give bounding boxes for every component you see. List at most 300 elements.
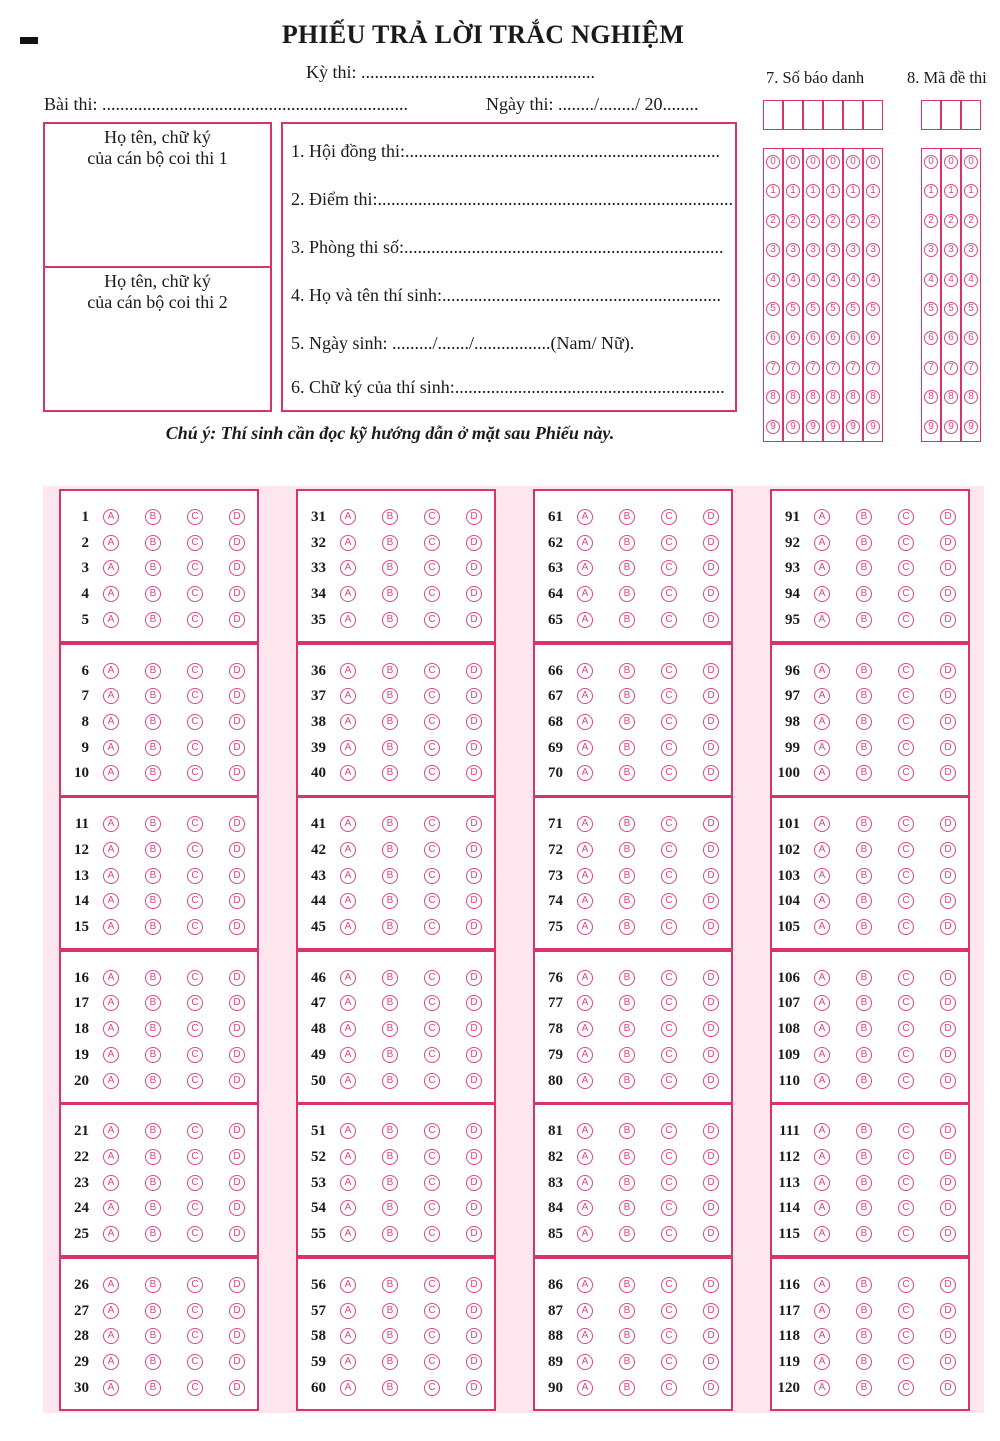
- answer-bubble-b[interactable]: B: [145, 1354, 161, 1370]
- answer-bubble-b[interactable]: B: [619, 1328, 635, 1344]
- answer-bubble-b[interactable]: B: [619, 1303, 635, 1319]
- answer-bubble-d[interactable]: D: [229, 535, 245, 551]
- answer-bubble-b[interactable]: B: [382, 1328, 398, 1344]
- answer-bubble-d[interactable]: D: [940, 1226, 956, 1242]
- answer-bubble-b[interactable]: B: [619, 1200, 635, 1216]
- answer-bubble-c[interactable]: C: [187, 1277, 203, 1293]
- candidate-name-field[interactable]: 4. Họ và tên thí sinh:..............................................................: [291, 285, 721, 305]
- answer-bubble-b[interactable]: B: [382, 919, 398, 935]
- answer-bubble-a[interactable]: A: [577, 765, 593, 781]
- answer-bubble-d[interactable]: D: [466, 714, 482, 730]
- answer-bubble-a[interactable]: A: [577, 560, 593, 576]
- answer-bubble-d[interactable]: D: [940, 1021, 956, 1037]
- answer-bubble-c[interactable]: C: [898, 1047, 914, 1063]
- answer-bubble-c[interactable]: C: [898, 1277, 914, 1293]
- registration-digit-bubble[interactable]: 3: [806, 243, 820, 257]
- registration-digit-bubble[interactable]: 4: [866, 273, 880, 287]
- registration-digit-bubble[interactable]: 4: [766, 273, 780, 287]
- answer-bubble-a[interactable]: A: [103, 586, 119, 602]
- answer-bubble-b[interactable]: B: [856, 1200, 872, 1216]
- exam-code-digit-bubble[interactable]: 6: [924, 331, 938, 345]
- answer-bubble-b[interactable]: B: [856, 1277, 872, 1293]
- answer-bubble-d[interactable]: D: [940, 893, 956, 909]
- exam-code-digit-bubble[interactable]: 9: [964, 420, 978, 434]
- exam-code-digit-bubble[interactable]: 9: [944, 420, 958, 434]
- answer-bubble-c[interactable]: C: [898, 1073, 914, 1089]
- registration-digit-bubble[interactable]: 6: [766, 331, 780, 345]
- answer-bubble-b[interactable]: B: [145, 1073, 161, 1089]
- registration-digit-bubble[interactable]: 6: [866, 331, 880, 345]
- answer-bubble-a[interactable]: A: [340, 740, 356, 756]
- answer-bubble-d[interactable]: D: [229, 893, 245, 909]
- answer-bubble-d[interactable]: D: [940, 1328, 956, 1344]
- answer-bubble-b[interactable]: B: [145, 1303, 161, 1319]
- answer-bubble-b[interactable]: B: [145, 560, 161, 576]
- answer-bubble-d[interactable]: D: [229, 1149, 245, 1165]
- answer-bubble-c[interactable]: C: [661, 1047, 677, 1063]
- registration-digit-bubble[interactable]: 5: [846, 302, 860, 316]
- answer-bubble-a[interactable]: A: [814, 970, 830, 986]
- exam-code-digit-bubble[interactable]: 0: [964, 155, 978, 169]
- answer-bubble-b[interactable]: B: [145, 714, 161, 730]
- answer-bubble-d[interactable]: D: [940, 1277, 956, 1293]
- answer-bubble-b[interactable]: B: [619, 1021, 635, 1037]
- exam-code-digit-bubble[interactable]: 4: [944, 273, 958, 287]
- answer-bubble-b[interactable]: B: [856, 714, 872, 730]
- answer-bubble-c[interactable]: C: [661, 1380, 677, 1396]
- answer-bubble-d[interactable]: D: [229, 1354, 245, 1370]
- answer-bubble-b[interactable]: B: [856, 1380, 872, 1396]
- answer-bubble-a[interactable]: A: [814, 1354, 830, 1370]
- answer-bubble-a[interactable]: A: [577, 509, 593, 525]
- answer-bubble-c[interactable]: C: [898, 535, 914, 551]
- registration-digit-bubble[interactable]: 6: [826, 331, 840, 345]
- answer-bubble-a[interactable]: A: [814, 688, 830, 704]
- answer-bubble-d[interactable]: D: [940, 1149, 956, 1165]
- answer-bubble-a[interactable]: A: [103, 1123, 119, 1139]
- answer-bubble-d[interactable]: D: [466, 1354, 482, 1370]
- answer-bubble-b[interactable]: B: [856, 816, 872, 832]
- answer-bubble-c[interactable]: C: [661, 1123, 677, 1139]
- answer-bubble-a[interactable]: A: [340, 535, 356, 551]
- answer-bubble-a[interactable]: A: [814, 663, 830, 679]
- answer-bubble-b[interactable]: B: [856, 586, 872, 602]
- registration-digit-bubble[interactable]: 5: [826, 302, 840, 316]
- answer-bubble-d[interactable]: D: [466, 995, 482, 1011]
- answer-bubble-b[interactable]: B: [145, 663, 161, 679]
- registration-digit-bubble[interactable]: 2: [806, 214, 820, 228]
- registration-digit-bubble[interactable]: 3: [866, 243, 880, 257]
- answer-bubble-a[interactable]: A: [577, 1047, 593, 1063]
- answer-bubble-c[interactable]: C: [661, 1354, 677, 1370]
- answer-bubble-a[interactable]: A: [340, 1047, 356, 1063]
- answer-bubble-b[interactable]: B: [145, 1047, 161, 1063]
- answer-bubble-b[interactable]: B: [619, 688, 635, 704]
- answer-bubble-d[interactable]: D: [940, 970, 956, 986]
- answer-bubble-d[interactable]: D: [703, 740, 719, 756]
- answer-bubble-c[interactable]: C: [898, 1226, 914, 1242]
- answer-bubble-c[interactable]: C: [661, 1073, 677, 1089]
- answer-bubble-c[interactable]: C: [661, 1200, 677, 1216]
- registration-digit-bubble[interactable]: 7: [866, 361, 880, 375]
- answer-bubble-c[interactable]: C: [187, 1303, 203, 1319]
- answer-bubble-d[interactable]: D: [940, 560, 956, 576]
- answer-bubble-b[interactable]: B: [382, 1149, 398, 1165]
- answer-bubble-c[interactable]: C: [187, 714, 203, 730]
- exam-code-digit-bubble[interactable]: 7: [944, 361, 958, 375]
- answer-bubble-b[interactable]: B: [145, 1380, 161, 1396]
- exam-code-digit-bubble[interactable]: 6: [944, 331, 958, 345]
- answer-bubble-c[interactable]: C: [187, 1328, 203, 1344]
- answer-bubble-b[interactable]: B: [382, 1021, 398, 1037]
- answer-bubble-b[interactable]: B: [619, 970, 635, 986]
- registration-write-cell[interactable]: [823, 100, 843, 130]
- answer-bubble-a[interactable]: A: [814, 535, 830, 551]
- answer-bubble-a[interactable]: A: [103, 1073, 119, 1089]
- answer-bubble-a[interactable]: A: [103, 663, 119, 679]
- answer-bubble-c[interactable]: C: [898, 919, 914, 935]
- answer-bubble-c[interactable]: C: [424, 1123, 440, 1139]
- answer-bubble-c[interactable]: C: [898, 688, 914, 704]
- answer-bubble-c[interactable]: C: [661, 1277, 677, 1293]
- answer-bubble-a[interactable]: A: [340, 1380, 356, 1396]
- answer-bubble-d[interactable]: D: [229, 1277, 245, 1293]
- answer-bubble-c[interactable]: C: [424, 612, 440, 628]
- answer-bubble-d[interactable]: D: [703, 535, 719, 551]
- exam-code-digit-bubble[interactable]: 1: [944, 184, 958, 198]
- answer-bubble-b[interactable]: B: [382, 816, 398, 832]
- answer-bubble-b[interactable]: B: [856, 1149, 872, 1165]
- registration-digit-bubble[interactable]: 3: [826, 243, 840, 257]
- answer-bubble-a[interactable]: A: [577, 1277, 593, 1293]
- answer-bubble-b[interactable]: B: [619, 765, 635, 781]
- answer-bubble-b[interactable]: B: [856, 868, 872, 884]
- answer-bubble-c[interactable]: C: [661, 560, 677, 576]
- answer-bubble-d[interactable]: D: [940, 1200, 956, 1216]
- answer-bubble-d[interactable]: D: [703, 842, 719, 858]
- registration-digit-bubble[interactable]: 8: [786, 390, 800, 404]
- answer-bubble-d[interactable]: D: [466, 1047, 482, 1063]
- answer-bubble-a[interactable]: A: [103, 995, 119, 1011]
- registration-digit-bubble[interactable]: 2: [846, 214, 860, 228]
- answer-bubble-d[interactable]: D: [703, 560, 719, 576]
- answer-bubble-a[interactable]: A: [814, 893, 830, 909]
- answer-bubble-a[interactable]: A: [340, 765, 356, 781]
- answer-bubble-a[interactable]: A: [103, 1380, 119, 1396]
- exam-date-field[interactable]: Ngày thi: ......../......../ 20........: [486, 94, 699, 114]
- answer-bubble-c[interactable]: C: [661, 688, 677, 704]
- answer-bubble-b[interactable]: B: [619, 586, 635, 602]
- answer-bubble-a[interactable]: A: [577, 970, 593, 986]
- answer-bubble-b[interactable]: B: [382, 1047, 398, 1063]
- answer-bubble-d[interactable]: D: [466, 868, 482, 884]
- answer-bubble-b[interactable]: B: [619, 560, 635, 576]
- answer-bubble-b[interactable]: B: [145, 970, 161, 986]
- answer-bubble-d[interactable]: D: [940, 765, 956, 781]
- answer-bubble-b[interactable]: B: [619, 612, 635, 628]
- answer-bubble-b[interactable]: B: [382, 1175, 398, 1191]
- answer-bubble-a[interactable]: A: [340, 1200, 356, 1216]
- answer-bubble-c[interactable]: C: [424, 1200, 440, 1216]
- registration-write-cell[interactable]: [783, 100, 803, 130]
- answer-bubble-d[interactable]: D: [229, 1047, 245, 1063]
- answer-bubble-b[interactable]: B: [619, 1047, 635, 1063]
- registration-digit-bubble[interactable]: 0: [766, 155, 780, 169]
- registration-digit-bubble[interactable]: 9: [766, 420, 780, 434]
- answer-bubble-d[interactable]: D: [703, 1380, 719, 1396]
- exam-code-digit-bubble[interactable]: 6: [964, 331, 978, 345]
- answer-bubble-a[interactable]: A: [814, 1226, 830, 1242]
- answer-bubble-a[interactable]: A: [103, 893, 119, 909]
- answer-bubble-d[interactable]: D: [703, 1200, 719, 1216]
- answer-bubble-a[interactable]: A: [103, 1328, 119, 1344]
- answer-bubble-d[interactable]: D: [703, 509, 719, 525]
- answer-bubble-a[interactable]: A: [577, 842, 593, 858]
- answer-bubble-a[interactable]: A: [340, 1354, 356, 1370]
- answer-bubble-c[interactable]: C: [898, 1303, 914, 1319]
- answer-bubble-d[interactable]: D: [466, 1328, 482, 1344]
- answer-bubble-a[interactable]: A: [103, 688, 119, 704]
- answer-bubble-a[interactable]: A: [814, 1175, 830, 1191]
- answer-bubble-c[interactable]: C: [661, 663, 677, 679]
- answer-bubble-c[interactable]: C: [187, 1149, 203, 1165]
- answer-bubble-d[interactable]: D: [703, 1073, 719, 1089]
- registration-digit-bubble[interactable]: 1: [786, 184, 800, 198]
- answer-bubble-d[interactable]: D: [229, 816, 245, 832]
- exam-code-digit-bubble[interactable]: 4: [924, 273, 938, 287]
- registration-digit-bubble[interactable]: 4: [846, 273, 860, 287]
- answer-bubble-a[interactable]: A: [814, 842, 830, 858]
- answer-bubble-b[interactable]: B: [382, 1123, 398, 1139]
- answer-bubble-c[interactable]: C: [424, 509, 440, 525]
- answer-bubble-b[interactable]: B: [382, 1303, 398, 1319]
- answer-bubble-c[interactable]: C: [898, 1200, 914, 1216]
- answer-bubble-d[interactable]: D: [940, 995, 956, 1011]
- answer-bubble-d[interactable]: D: [466, 1277, 482, 1293]
- answer-bubble-d[interactable]: D: [703, 586, 719, 602]
- answer-bubble-c[interactable]: C: [424, 1047, 440, 1063]
- registration-digit-bubble[interactable]: 5: [786, 302, 800, 316]
- answer-bubble-b[interactable]: B: [382, 740, 398, 756]
- answer-bubble-d[interactable]: D: [940, 1073, 956, 1089]
- answer-bubble-c[interactable]: C: [187, 586, 203, 602]
- answer-bubble-b[interactable]: B: [619, 1073, 635, 1089]
- answer-bubble-d[interactable]: D: [229, 970, 245, 986]
- exam-code-digit-bubble[interactable]: 5: [924, 302, 938, 316]
- answer-bubble-b[interactable]: B: [382, 995, 398, 1011]
- answer-bubble-a[interactable]: A: [340, 612, 356, 628]
- answer-bubble-c[interactable]: C: [661, 919, 677, 935]
- answer-bubble-a[interactable]: A: [814, 1328, 830, 1344]
- registration-digit-bubble[interactable]: 0: [806, 155, 820, 169]
- answer-bubble-c[interactable]: C: [187, 868, 203, 884]
- answer-bubble-d[interactable]: D: [466, 1175, 482, 1191]
- answer-bubble-a[interactable]: A: [577, 612, 593, 628]
- answer-bubble-b[interactable]: B: [145, 1200, 161, 1216]
- answer-bubble-c[interactable]: C: [898, 868, 914, 884]
- answer-bubble-b[interactable]: B: [856, 765, 872, 781]
- answer-bubble-a[interactable]: A: [340, 842, 356, 858]
- answer-bubble-b[interactable]: B: [619, 714, 635, 730]
- registration-digit-bubble[interactable]: 7: [826, 361, 840, 375]
- registration-digit-bubble[interactable]: 3: [786, 243, 800, 257]
- answer-bubble-d[interactable]: D: [466, 688, 482, 704]
- answer-bubble-b[interactable]: B: [382, 868, 398, 884]
- answer-bubble-b[interactable]: B: [145, 688, 161, 704]
- answer-bubble-a[interactable]: A: [340, 714, 356, 730]
- registration-digit-bubble[interactable]: 7: [806, 361, 820, 375]
- registration-digit-bubble[interactable]: 6: [786, 331, 800, 345]
- answer-bubble-a[interactable]: A: [340, 663, 356, 679]
- answer-bubble-d[interactable]: D: [940, 842, 956, 858]
- answer-bubble-c[interactable]: C: [424, 893, 440, 909]
- answer-bubble-d[interactable]: D: [940, 714, 956, 730]
- answer-bubble-b[interactable]: B: [856, 995, 872, 1011]
- answer-bubble-a[interactable]: A: [577, 1021, 593, 1037]
- answer-bubble-b[interactable]: B: [382, 970, 398, 986]
- answer-bubble-b[interactable]: B: [145, 868, 161, 884]
- registration-digit-bubble[interactable]: 2: [826, 214, 840, 228]
- answer-bubble-b[interactable]: B: [145, 893, 161, 909]
- answer-bubble-b[interactable]: B: [382, 560, 398, 576]
- answer-bubble-a[interactable]: A: [814, 612, 830, 628]
- answer-bubble-a[interactable]: A: [577, 1380, 593, 1396]
- answer-bubble-a[interactable]: A: [814, 868, 830, 884]
- registration-digit-bubble[interactable]: 3: [846, 243, 860, 257]
- answer-bubble-a[interactable]: A: [577, 740, 593, 756]
- answer-bubble-b[interactable]: B: [856, 919, 872, 935]
- answer-bubble-d[interactable]: D: [703, 1149, 719, 1165]
- answer-bubble-d[interactable]: D: [940, 1380, 956, 1396]
- answer-bubble-b[interactable]: B: [856, 509, 872, 525]
- answer-bubble-a[interactable]: A: [340, 893, 356, 909]
- answer-bubble-d[interactable]: D: [229, 1328, 245, 1344]
- registration-write-cell[interactable]: [803, 100, 823, 130]
- exam-code-digit-bubble[interactable]: 4: [964, 273, 978, 287]
- answer-bubble-c[interactable]: C: [898, 1123, 914, 1139]
- exam-code-digit-bubble[interactable]: 8: [924, 390, 938, 404]
- answer-bubble-a[interactable]: A: [814, 1021, 830, 1037]
- answer-bubble-b[interactable]: B: [856, 842, 872, 858]
- answer-bubble-d[interactable]: D: [703, 1123, 719, 1139]
- answer-bubble-d[interactable]: D: [466, 919, 482, 935]
- answer-bubble-d[interactable]: D: [229, 1303, 245, 1319]
- answer-bubble-c[interactable]: C: [424, 586, 440, 602]
- answer-bubble-b[interactable]: B: [619, 1175, 635, 1191]
- answer-bubble-d[interactable]: D: [466, 1021, 482, 1037]
- birth-date-field[interactable]: 5. Ngày sinh: ........./......./.................(Nam/ Nữ).: [291, 333, 635, 353]
- answer-bubble-a[interactable]: A: [103, 1226, 119, 1242]
- registration-digit-bubble[interactable]: 9: [866, 420, 880, 434]
- answer-bubble-b[interactable]: B: [382, 535, 398, 551]
- answer-bubble-a[interactable]: A: [577, 714, 593, 730]
- answer-bubble-d[interactable]: D: [229, 688, 245, 704]
- answer-bubble-a[interactable]: A: [577, 586, 593, 602]
- answer-bubble-b[interactable]: B: [856, 1354, 872, 1370]
- answer-bubble-d[interactable]: D: [703, 970, 719, 986]
- answer-bubble-a[interactable]: A: [340, 970, 356, 986]
- registration-digit-bubble[interactable]: 7: [766, 361, 780, 375]
- answer-bubble-c[interactable]: C: [661, 1303, 677, 1319]
- answer-bubble-d[interactable]: D: [703, 663, 719, 679]
- answer-bubble-c[interactable]: C: [424, 560, 440, 576]
- answer-bubble-c[interactable]: C: [187, 995, 203, 1011]
- answer-bubble-a[interactable]: A: [340, 1021, 356, 1037]
- registration-digit-bubble[interactable]: 0: [846, 155, 860, 169]
- registration-write-cell[interactable]: [763, 100, 783, 130]
- answer-bubble-c[interactable]: C: [898, 970, 914, 986]
- answer-bubble-d[interactable]: D: [229, 919, 245, 935]
- answer-bubble-a[interactable]: A: [577, 663, 593, 679]
- answer-bubble-c[interactable]: C: [424, 1277, 440, 1293]
- answer-bubble-d[interactable]: D: [703, 816, 719, 832]
- registration-digit-bubble[interactable]: 9: [806, 420, 820, 434]
- answer-bubble-c[interactable]: C: [187, 560, 203, 576]
- answer-bubble-d[interactable]: D: [940, 868, 956, 884]
- answer-bubble-d[interactable]: D: [229, 995, 245, 1011]
- answer-bubble-d[interactable]: D: [466, 842, 482, 858]
- answer-bubble-d[interactable]: D: [703, 1047, 719, 1063]
- answer-bubble-d[interactable]: D: [466, 893, 482, 909]
- answer-bubble-d[interactable]: D: [229, 868, 245, 884]
- answer-bubble-b[interactable]: B: [856, 1073, 872, 1089]
- answer-bubble-d[interactable]: D: [466, 1303, 482, 1319]
- exam-code-digit-bubble[interactable]: 9: [924, 420, 938, 434]
- answer-bubble-a[interactable]: A: [814, 919, 830, 935]
- answer-bubble-b[interactable]: B: [145, 995, 161, 1011]
- answer-bubble-a[interactable]: A: [577, 1073, 593, 1089]
- answer-bubble-d[interactable]: D: [229, 586, 245, 602]
- answer-bubble-a[interactable]: A: [103, 1021, 119, 1037]
- registration-digit-bubble[interactable]: 7: [846, 361, 860, 375]
- answer-bubble-d[interactable]: D: [703, 612, 719, 628]
- registration-digit-bubble[interactable]: 4: [786, 273, 800, 287]
- answer-bubble-d[interactable]: D: [229, 1200, 245, 1216]
- answer-bubble-c[interactable]: C: [187, 535, 203, 551]
- answer-bubble-b[interactable]: B: [382, 1277, 398, 1293]
- answer-bubble-c[interactable]: C: [187, 1380, 203, 1396]
- answer-bubble-c[interactable]: C: [898, 560, 914, 576]
- candidate-signature-field[interactable]: 6. Chữ ký của thí sinh:............................................................: [291, 377, 725, 397]
- answer-bubble-a[interactable]: A: [814, 1303, 830, 1319]
- answer-bubble-c[interactable]: C: [898, 714, 914, 730]
- answer-bubble-b[interactable]: B: [382, 688, 398, 704]
- answer-bubble-c[interactable]: C: [898, 816, 914, 832]
- answer-bubble-b[interactable]: B: [856, 1328, 872, 1344]
- answer-bubble-d[interactable]: D: [703, 893, 719, 909]
- answer-bubble-b[interactable]: B: [856, 1021, 872, 1037]
- exam-code-digit-bubble[interactable]: 7: [924, 361, 938, 375]
- answer-bubble-a[interactable]: A: [340, 1123, 356, 1139]
- answer-bubble-c[interactable]: C: [898, 1354, 914, 1370]
- answer-bubble-c[interactable]: C: [898, 893, 914, 909]
- answer-bubble-a[interactable]: A: [103, 970, 119, 986]
- answer-bubble-c[interactable]: C: [424, 1328, 440, 1344]
- answer-bubble-d[interactable]: D: [466, 816, 482, 832]
- answer-bubble-c[interactable]: C: [187, 1123, 203, 1139]
- registration-write-cell[interactable]: [863, 100, 883, 130]
- exam-code-digit-bubble[interactable]: 3: [964, 243, 978, 257]
- answer-bubble-d[interactable]: D: [466, 1149, 482, 1165]
- answer-bubble-c[interactable]: C: [661, 535, 677, 551]
- answer-bubble-b[interactable]: B: [619, 740, 635, 756]
- answer-bubble-d[interactable]: D: [703, 1328, 719, 1344]
- answer-bubble-b[interactable]: B: [145, 1123, 161, 1139]
- answer-bubble-d[interactable]: D: [229, 1380, 245, 1396]
- registration-digit-bubble[interactable]: 8: [846, 390, 860, 404]
- answer-bubble-d[interactable]: D: [229, 740, 245, 756]
- registration-digit-bubble[interactable]: 1: [806, 184, 820, 198]
